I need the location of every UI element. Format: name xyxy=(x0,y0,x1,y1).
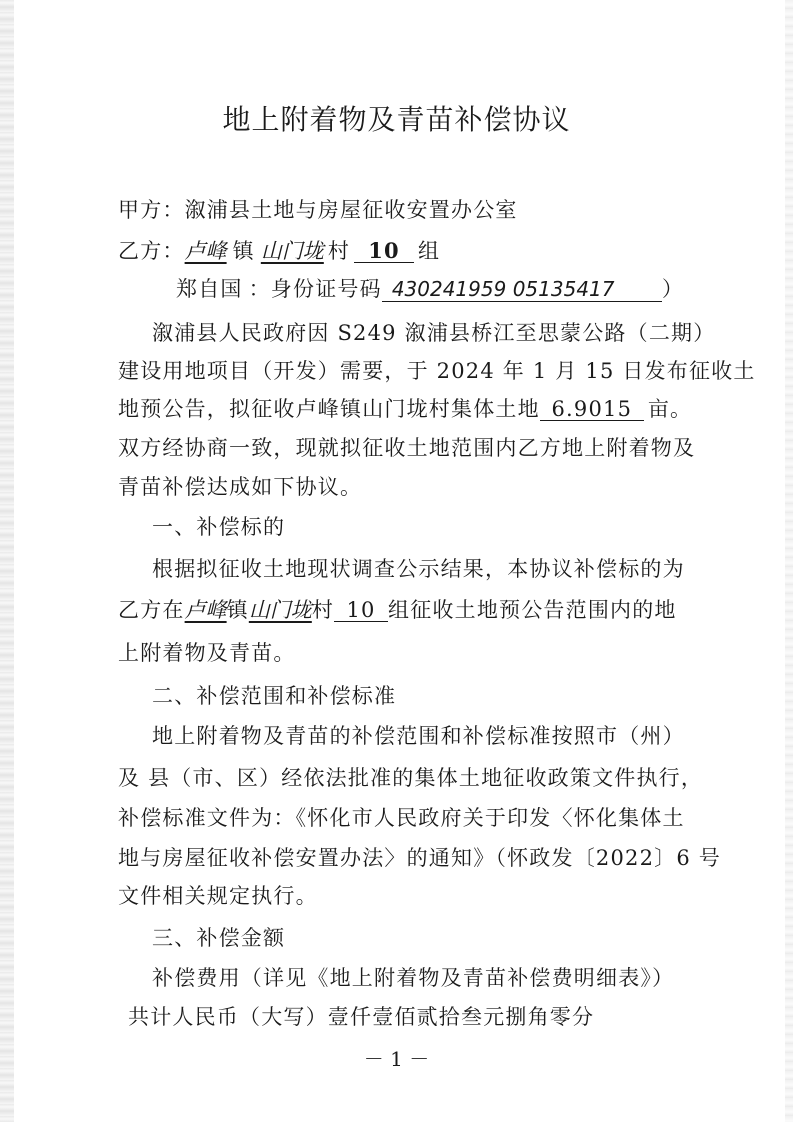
section2-line-2: 及 县（市、区）经依法批准的集体土地征收政策文件执行， xyxy=(118,766,704,790)
party-b-group: 10 xyxy=(354,240,414,263)
section1-group: 10 xyxy=(334,599,388,622)
scan-edge-right xyxy=(785,0,793,1122)
intro-line-5: 青苗补偿达成如下协议。 xyxy=(118,475,363,499)
section3-line-1: 补偿费用（详见《地上附着物及青苗补偿费明细表》） xyxy=(152,966,675,990)
section2-line-3: 补偿标准文件为：《怀化市人民政府关于印发〈怀化集体土 xyxy=(118,806,685,830)
id-number: 430241959 05135417 xyxy=(382,277,662,302)
section2-heading: 二、补偿范围和补偿标准 xyxy=(152,684,397,708)
section1-town: 卢峰 xyxy=(184,598,227,622)
section1-text-a: 乙方在 xyxy=(118,598,185,622)
section1-line-3: 上附着物及青苗。 xyxy=(118,641,296,665)
intro-line-3 xyxy=(118,393,692,423)
section1-heading: 一、补偿标的 xyxy=(152,515,286,539)
land-area: 6.9015 xyxy=(540,398,644,421)
id-label: ：身份证号码 xyxy=(248,277,382,301)
section1-text-b: 组征收土地预公告范围内的地 xyxy=(388,598,677,622)
section2-line-5: 文件相关规定执行。 xyxy=(118,884,318,908)
scan-edge-left xyxy=(0,0,14,1122)
section3-heading: 三、补偿金额 xyxy=(152,926,286,950)
id-close-paren: ） xyxy=(661,277,685,301)
section2-line-4: 地与房屋征收补偿安置办法〉的通知》（怀政发〔2022〕6 号 xyxy=(118,846,721,870)
section1-village: 山门垅 xyxy=(248,598,312,622)
intro-land-text: 地预公告，拟征收卢峰镇山门垅村集体土地 xyxy=(118,397,540,421)
person-line xyxy=(176,273,684,303)
party-b-town-suffix: 镇 xyxy=(232,239,255,263)
intro-line-4: 双方经协商一致，现就拟征收土地范围内乙方地上附着物及 xyxy=(118,436,696,460)
section1-town-suffix: 镇 xyxy=(226,598,249,622)
party-b-label: 乙方： xyxy=(118,239,185,263)
party-a-label: 甲方： xyxy=(118,198,185,222)
intro-line-1: 溆浦县人民政府因 S249 溆浦县桥江至思蒙公路（二期） xyxy=(152,321,716,345)
section1-line-1: 根据拟征收土地现状调查公示结果，本协议补偿标的为 xyxy=(152,557,685,581)
intro-line-2: 建设用地项目（开发）需要，于 2024 年 1 月 15 日发布征收土 xyxy=(118,359,756,383)
party-b-town: 卢峰 xyxy=(184,239,227,263)
party-b-village: 山门垅 xyxy=(260,239,324,263)
person-name: 郑自国 xyxy=(176,277,243,301)
party-b-group-suffix: 组 xyxy=(418,239,441,263)
section1-village-suffix: 村 xyxy=(311,598,335,622)
land-area-unit: 亩。 xyxy=(647,397,693,421)
page-number: － 1 － xyxy=(363,1047,430,1071)
section1-line-2 xyxy=(118,594,677,624)
party-a-line xyxy=(118,194,518,224)
party-b-line xyxy=(118,235,440,265)
party-a-name: 溆浦县土地与房屋征收安置办公室 xyxy=(184,198,518,222)
section2-line-1: 地上附着物及青苗的补偿范围和补偿标准按照市（州） xyxy=(152,724,685,748)
party-b-village-suffix: 村 xyxy=(327,239,351,263)
section3-line-2: 共计人民币（大写）壹仟壹佰贰拾叁元捌角零分 xyxy=(128,1005,595,1029)
document-title: 地上附着物及青苗补偿协议 xyxy=(222,103,571,136)
